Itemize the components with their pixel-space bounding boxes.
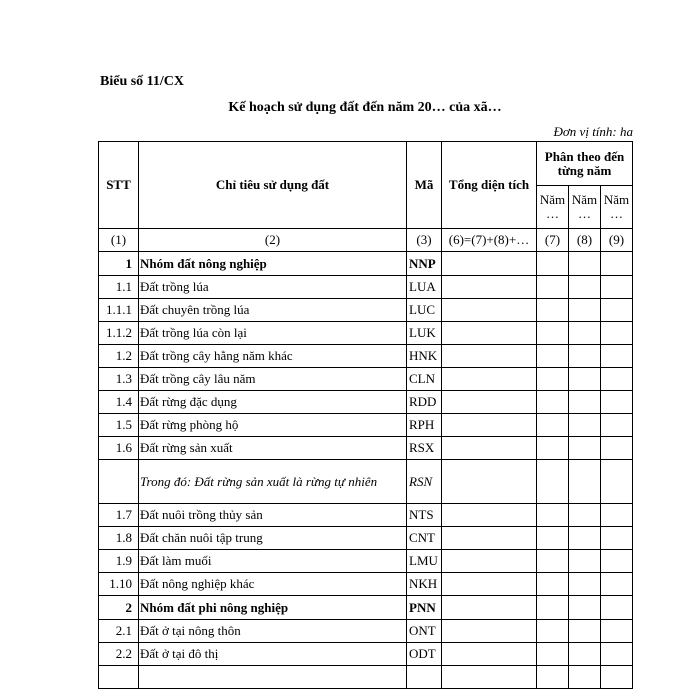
row-stt: 1.8 (99, 527, 139, 550)
row-code (407, 666, 442, 689)
row-stt: 1.10 (99, 573, 139, 596)
header-by-year: Phân theo đến từng năm (537, 142, 633, 186)
row-total-cell (442, 460, 537, 504)
row-year-cell (537, 299, 569, 322)
row-stt (99, 666, 139, 689)
row-name: Đất trồng cây lâu năm (139, 368, 407, 391)
row-year-cell (537, 322, 569, 345)
row-name: Đất rừng phòng hộ (139, 414, 407, 437)
row-year-cell (601, 666, 633, 689)
row-code: CNT (407, 527, 442, 550)
row-year-cell (601, 643, 633, 666)
row-year-cell (537, 504, 569, 527)
table-row (99, 252, 633, 276)
row-year-cell (569, 414, 601, 437)
row-total-cell (442, 504, 537, 527)
row-year-cell (537, 391, 569, 414)
row-code: ONT (407, 620, 442, 643)
table-row (99, 276, 633, 299)
row-year-cell (569, 643, 601, 666)
row-stt: 1.4 (99, 391, 139, 414)
unit-label: Đơn vị tính: ha (553, 124, 633, 139)
row-name: Đất trồng lúa (139, 276, 407, 299)
row-year-cell (601, 596, 633, 620)
row-stt (99, 460, 139, 504)
row-stt: 1.2 (99, 345, 139, 368)
col-number: (8) (569, 229, 601, 252)
row-year-cell (537, 643, 569, 666)
row-year-cell (601, 414, 633, 437)
table-row (99, 391, 633, 414)
row-year-cell (537, 414, 569, 437)
row-year-cell (601, 460, 633, 504)
table-row (99, 573, 633, 596)
row-total-cell (442, 276, 537, 299)
row-year-cell (537, 437, 569, 460)
land-use-table (98, 141, 633, 689)
row-name: Đất rừng sản xuất (139, 437, 407, 460)
row-year-cell (537, 527, 569, 550)
column-number-row (99, 229, 633, 252)
row-year-cell (601, 391, 633, 414)
row-year-cell (601, 437, 633, 460)
table-row (99, 643, 633, 666)
header-name: Chỉ tiêu sử dụng đất (139, 142, 407, 229)
row-total-cell (442, 252, 537, 276)
row-year-cell (537, 460, 569, 504)
col-number: (2) (139, 229, 407, 252)
table-row (99, 322, 633, 345)
row-year-cell (601, 504, 633, 527)
table-row (99, 527, 633, 550)
row-name: Đất ở tại đô thị (139, 643, 407, 666)
table-body (99, 229, 633, 689)
row-year-cell (537, 345, 569, 368)
row-year-cell (601, 276, 633, 299)
row-name: Nhóm đất phi nông nghiệp (139, 596, 407, 620)
table-row (99, 368, 633, 391)
row-code: RSX (407, 437, 442, 460)
row-code: NNP (407, 252, 442, 276)
table-row (99, 550, 633, 573)
row-name: Đất trồng cây hằng năm khác (139, 345, 407, 368)
row-year-cell (569, 596, 601, 620)
row-name: Đất nông nghiệp khác (139, 573, 407, 596)
row-stt: 2.2 (99, 643, 139, 666)
row-year-cell (537, 252, 569, 276)
row-year-cell (537, 666, 569, 689)
row-year-cell (537, 550, 569, 573)
row-name: Đất chăn nuôi tập trung (139, 527, 407, 550)
row-total-cell (442, 299, 537, 322)
row-year-cell (537, 276, 569, 299)
row-name: Đất chuyên trồng lúa (139, 299, 407, 322)
row-stt: 1.5 (99, 414, 139, 437)
row-total-cell (442, 527, 537, 550)
row-stt: 1 (99, 252, 139, 276)
row-year-cell (601, 620, 633, 643)
row-total-cell (442, 437, 537, 460)
row-total-cell (442, 666, 537, 689)
row-code: RSN (407, 460, 442, 504)
row-name: Đất làm muối (139, 550, 407, 573)
row-code: NKH (407, 573, 442, 596)
row-year-cell (601, 345, 633, 368)
row-year-cell (569, 299, 601, 322)
header-total: Tổng diện tích (442, 142, 537, 229)
row-code: LMU (407, 550, 442, 573)
col-number: (7) (537, 229, 569, 252)
table-row (99, 666, 633, 689)
header-year-3: Năm … (601, 186, 633, 229)
row-name (139, 666, 407, 689)
row-year-cell (537, 573, 569, 596)
row-total-cell (442, 573, 537, 596)
table-row (99, 414, 633, 437)
col-number: (1) (99, 229, 139, 252)
table-row (99, 504, 633, 527)
row-total-cell (442, 620, 537, 643)
row-total-cell (442, 322, 537, 345)
row-code: PNN (407, 596, 442, 620)
row-year-cell (537, 596, 569, 620)
row-year-cell (569, 550, 601, 573)
row-name: Đất rừng đặc dụng (139, 391, 407, 414)
row-code: HNK (407, 345, 442, 368)
row-year-cell (569, 527, 601, 550)
row-total-cell (442, 596, 537, 620)
row-stt: 1.1.1 (99, 299, 139, 322)
row-year-cell (601, 322, 633, 345)
row-year-cell (601, 527, 633, 550)
header-code: Mã (407, 142, 442, 229)
row-stt: 1.1 (99, 276, 139, 299)
col-number: (3) (407, 229, 442, 252)
row-year-cell (569, 504, 601, 527)
row-year-cell (569, 666, 601, 689)
row-year-cell (569, 391, 601, 414)
col-number: (9) (601, 229, 633, 252)
row-total-cell (442, 414, 537, 437)
row-year-cell (601, 252, 633, 276)
row-code: RPH (407, 414, 442, 437)
row-code: LUC (407, 299, 442, 322)
table-row (99, 345, 633, 368)
row-stt: 2 (99, 596, 139, 620)
row-total-cell (442, 345, 537, 368)
col-number: (6)=(7)+(8)+… (442, 229, 537, 252)
row-code: LUA (407, 276, 442, 299)
row-year-cell (601, 573, 633, 596)
row-year-cell (537, 368, 569, 391)
row-year-cell (537, 620, 569, 643)
row-name: Nhóm đất nông nghiệp (139, 252, 407, 276)
row-total-cell (442, 550, 537, 573)
row-stt: 1.9 (99, 550, 139, 573)
row-stt: 1.3 (99, 368, 139, 391)
row-year-cell (569, 573, 601, 596)
row-name: Trong đó: Đất rừng sản xuất là rừng tự nhiên (139, 460, 407, 504)
row-year-cell (569, 322, 601, 345)
row-stt: 2.1 (99, 620, 139, 643)
row-year-cell (569, 460, 601, 504)
row-stt: 1.1.2 (99, 322, 139, 345)
row-year-cell (569, 276, 601, 299)
row-name: Đất nuôi trồng thủy sản (139, 504, 407, 527)
row-stt: 1.6 (99, 437, 139, 460)
row-code: RDD (407, 391, 442, 414)
table-row (99, 620, 633, 643)
row-year-cell (569, 620, 601, 643)
row-name: Đất ở tại nông thôn (139, 620, 407, 643)
header-stt: STT (99, 142, 139, 229)
row-total-cell (442, 643, 537, 666)
table-row (99, 299, 633, 322)
row-year-cell (569, 252, 601, 276)
table-row (99, 460, 633, 504)
table-row (99, 596, 633, 620)
row-year-cell (569, 368, 601, 391)
form-number: Biểu số 11/CX (100, 74, 185, 89)
row-code: ODT (407, 643, 442, 666)
row-year-cell (601, 550, 633, 573)
row-total-cell (442, 368, 537, 391)
row-year-cell (569, 437, 601, 460)
row-total-cell (442, 391, 537, 414)
row-code: NTS (407, 504, 442, 527)
row-year-cell (601, 368, 633, 391)
row-stt: 1.7 (99, 504, 139, 527)
row-name: Đất trồng lúa còn lại (139, 322, 407, 345)
row-year-cell (569, 345, 601, 368)
row-code: CLN (407, 368, 442, 391)
document-title: Kế hoạch sử dụng đất đến năm 20… của xã… (228, 100, 502, 115)
row-year-cell (601, 299, 633, 322)
header-year-1: Năm … (537, 186, 569, 229)
header-year-2: Năm … (569, 186, 601, 229)
table-row (99, 437, 633, 460)
row-code: LUK (407, 322, 442, 345)
